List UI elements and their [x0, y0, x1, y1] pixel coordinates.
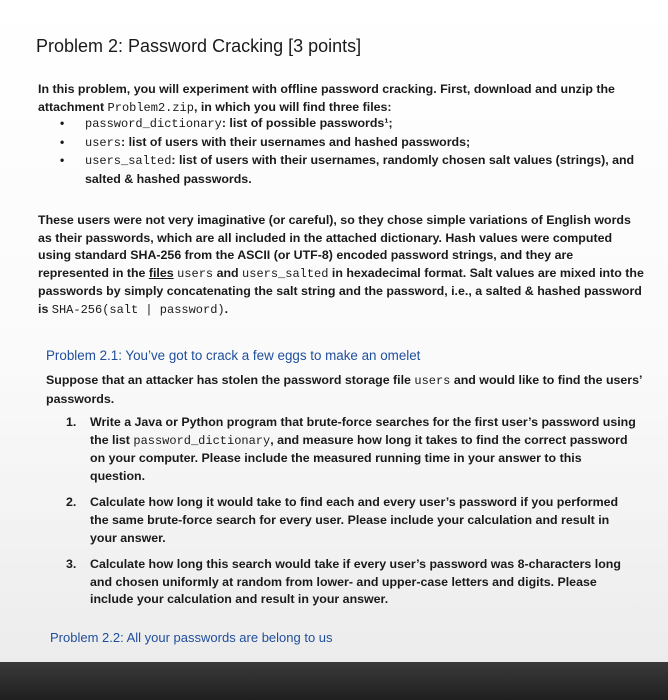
list-item [66, 556, 638, 609]
file-name: password_dictionary [85, 117, 222, 131]
task-text: , and measure how long it takes to find the correct password on your computer. Please include the measured running time in your answer to this question. [90, 432, 628, 483]
hash-formula: SHA-256(salt | password) [51, 302, 225, 317]
intro-text-2: , in which you will find three files: [193, 99, 392, 114]
task-list [66, 414, 638, 618]
users-code: users [177, 266, 214, 281]
task-number: 1. [66, 415, 77, 429]
attachment-filename: Problem2.zip [107, 100, 194, 115]
paragraph-text: . [224, 301, 229, 316]
task-number: 2. [66, 495, 77, 510]
problem-2-1-intro [46, 372, 646, 408]
paragraph-text: and [213, 265, 243, 280]
bullet-icon: • [60, 134, 65, 149]
task-text: Write a Java or Python program that brute-force searches for the first user’s password using the list [90, 415, 636, 447]
task-text: Calculate how long it would take to find each and every user’s password if you performed the same brute-force search for every user. Please include your calculation and result in your answer. [90, 495, 619, 545]
hashing-paragraph [38, 212, 646, 320]
bullet-icon: • [60, 153, 65, 168]
page-title: Problem 2: Password Cracking [3 points] [36, 36, 362, 56]
file-name: users_salted [85, 154, 172, 169]
file-description: : list of users with their usernames and hashed passwords; [121, 134, 471, 149]
users-salted-code: users_salted [242, 266, 329, 281]
list-item [60, 115, 646, 134]
dictionary-code: password_dictionary [133, 433, 271, 448]
bullet-icon: • [60, 116, 65, 130]
list-item [66, 494, 638, 547]
problem-2-1-heading: Problem 2.1: You’ve got to crack a few eggs to make an omelet [46, 348, 421, 363]
intro-text-1: In this problem, you will experiment with offline password cracking. First, download and unzip the attachment [38, 82, 615, 114]
users-code: users [414, 374, 451, 388]
list-item [60, 134, 646, 153]
paragraph-text: and would like to find the users’ passwords. [46, 373, 642, 406]
task-number: 3. [66, 557, 77, 572]
paragraph-text: Suppose that an attacker has stolen the password storage file [46, 373, 415, 387]
list-item [66, 414, 638, 485]
paragraph-text: These users were not very imaginative (or careful), so they chose simple variations of English words as their passwords, which are all included in the attached dictionary. Hash values were computed using standard SHA-256 from the ASCII (or UTF-8) encoded password strings, and they are represented in the [38, 213, 631, 280]
task-text: Calculate how long this search would take if every user’s password was 8-characters long and chosen uniformly at random from lower- and upper-case letters and digits. Please include your calculation and result in your answer. [90, 557, 621, 607]
file-name: users [85, 135, 122, 150]
paragraph-text: in hexadecimal format. Salt values are mixed into the passwords by simply concatenating the salt string and the password, i.e., a salted & hashed password is [38, 265, 644, 316]
screen-bezel [0, 662, 668, 700]
intro-paragraph [38, 81, 646, 117]
file-description: : list of users with their usernames, randomly chosen salt values (strings), and salted & hashed passwords. [85, 153, 635, 186]
files-underlined: files [148, 265, 174, 280]
file-list [60, 115, 646, 188]
file-description: : list of possible passwords¹; [221, 116, 393, 130]
problem-2-2-heading: Problem 2.2: All your passwords are belong to us [50, 630, 333, 645]
list-item [60, 152, 646, 188]
